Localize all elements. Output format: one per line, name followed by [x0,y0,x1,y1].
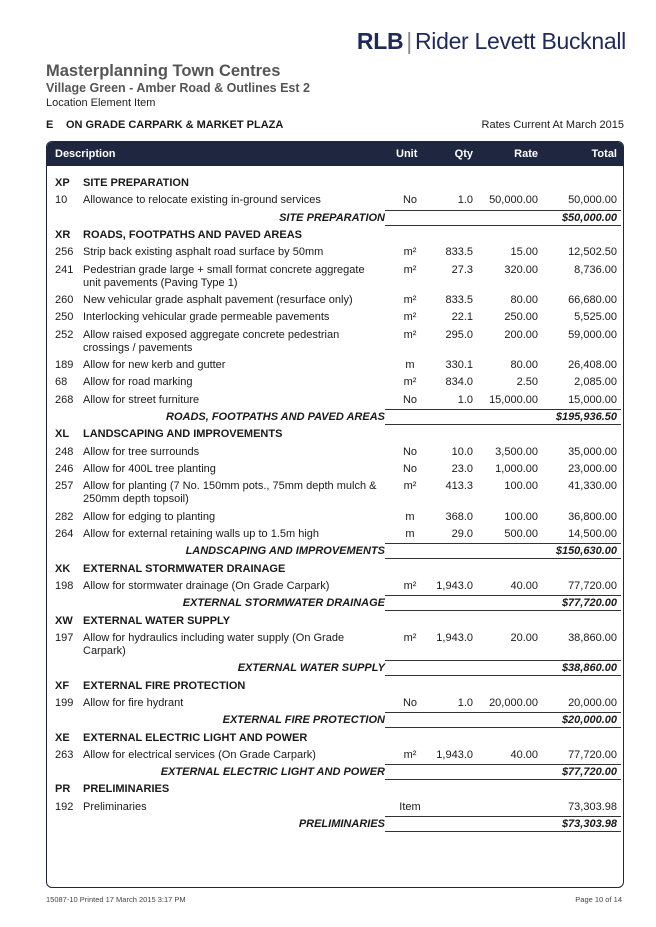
company-logo [357,28,626,55]
subtotal-rule [385,831,621,832]
group-code: XP [55,177,70,189]
item-rate: 500.00 [504,528,538,540]
subtotal-label: EXTERNAL STORMWATER DRAINAGE [182,597,385,610]
cost-table [46,141,624,888]
col-qty: Qty [454,148,473,160]
table-header [47,142,623,166]
item-description: Allow for 400L tree planting [83,462,216,475]
item-description: Allow for stormwater drainage (On Grade Carpark) [83,579,330,592]
item-unit: m² [403,631,417,644]
group-title: PRELIMINARIES [83,783,170,796]
item-unit: m² [403,311,417,324]
item-code: 260 [55,294,74,306]
item-total: 35,000.00 [568,445,617,458]
subtotal-value: $20,000.00 [561,714,617,727]
item-total: 66,680.00 [568,294,617,306]
item-rate: 100.00 [504,480,538,493]
section-code: E [46,119,54,131]
item-rate: 40.00 [510,748,538,761]
item-code: 68 [55,376,68,389]
item-description: Allow for road marking [83,376,193,389]
item-qty: 413.3 [445,480,473,493]
item-rate: 15.00 [510,246,538,259]
item-unit: No [402,696,418,709]
item-code: 256 [55,246,74,259]
item-code: 189 [55,359,74,372]
subtotal-rule [385,816,621,817]
group-code: XK [55,562,71,575]
item-description: Allow for electrical services (On Grade Carpark) [83,748,316,761]
group-code: PR [55,783,71,796]
item-code: 10 [55,194,68,207]
subtotal-value: $77,720.00 [561,766,617,779]
subtotal-label: EXTERNAL WATER SUPPLY [237,662,385,675]
item-code: 199 [55,696,74,709]
item-qty: 368.0 [445,510,473,523]
item-qty: 295.0 [445,328,473,341]
subtotal-label: EXTERNAL FIRE PROTECTION [222,714,385,727]
item-qty: 27.3 [451,263,473,276]
col-rate: Rate [514,148,538,160]
item-rate: 80.00 [510,294,538,306]
item-unit: m² [403,294,417,306]
subtotal-rule [385,660,621,661]
item-total: 8,736.00 [574,263,617,276]
item-description: New vehicular grade asphalt pavement (resurface only) [83,294,353,306]
item-unit: m² [403,748,417,761]
item-description: Allow for edging to planting [83,510,216,523]
group-code: XE [55,731,70,744]
item-rate: 20.00 [510,631,538,644]
group-title: EXTERNAL ELECTRIC LIGHT AND POWER [83,731,308,744]
subtotal-label: ROADS, FOOTPATHS AND PAVED AREAS [166,411,385,423]
item-rate: 20,000.00 [489,696,538,709]
item-description: Allow raised exposed aggregate concrete pedestrian crossings / pavements [83,328,340,354]
col-total: Total [591,148,617,160]
item-qty: 1,943.0 [436,631,473,644]
document-title: Masterplanning Town Centres [46,62,281,80]
item-description: Preliminaries [83,800,147,813]
item-rate: 2.50 [516,376,538,389]
item-qty: 833.5 [445,294,473,306]
item-qty: 1,943.0 [436,748,473,761]
item-description: Allow for external retaining walls up to 1.5m high [83,528,320,540]
item-qty: 330.1 [445,359,473,372]
item-total: 23,000.00 [568,462,617,475]
item-rate: 1,000.00 [495,462,538,475]
subtotal-label: SITE PREPARATION [279,211,385,224]
item-rate: 3,500.00 [495,445,538,458]
item-qty: 1.0 [457,194,473,207]
group-code: XW [55,614,73,627]
subtotal-value: $38,860.00 [561,662,617,675]
item-qty: 10.0 [451,445,473,458]
subtotal-value: $50,000.00 [561,211,617,224]
subtotal-rule [385,558,621,559]
item-total: 2,085.00 [574,376,617,389]
item-total: 41,330.00 [568,480,617,493]
item-description: Allow for planting (7 No. 150mm pots., 75mm depth mulch & 250mm depth topsoil) [83,480,377,506]
subtotal-rule [385,225,621,226]
footer-print-info: 15087-10 Printed 17 March 2015 3:17 PM [46,895,186,904]
item-rate: 320.00 [504,263,538,276]
item-unit: No [402,194,418,207]
item-unit: m [405,510,415,523]
subtotal-rule [385,727,621,728]
item-total: 26,408.00 [568,359,617,372]
item-rate: 250.00 [504,311,538,324]
item-total: 20,000.00 [568,696,617,709]
item-unit: No [402,462,418,475]
item-description: Allow for street furniture [83,393,200,406]
logo-divider: | [406,28,412,54]
item-total: 12,502.50 [568,246,617,259]
subtotal-rule [385,675,621,676]
item-qty: 1.0 [457,393,473,406]
item-total: 15,000.00 [568,393,617,406]
item-qty: 29.0 [451,528,473,540]
group-code: XR [55,228,71,241]
item-unit: m² [403,376,417,389]
item-unit: m² [403,480,417,493]
group-title: EXTERNAL FIRE PROTECTION [83,679,246,692]
section-title: ON GRADE CARPARK & MARKET PLAZA [66,119,284,131]
subtotal-rule [385,424,621,425]
item-code: 246 [55,462,74,475]
item-unit: No [402,445,418,458]
item-description: Allow for new kerb and gutter [83,359,226,372]
item-code: 268 [55,393,74,406]
subtotal-label: EXTERNAL ELECTRIC LIGHT AND POWER [160,766,385,779]
subtotal-rule [385,712,621,713]
item-description: Allow for tree surrounds [83,445,200,458]
item-qty: 22.1 [451,311,473,324]
group-code: XF [55,679,70,692]
subtotal-label: PRELIMINARIES [298,818,385,830]
subtotal-value: $77,720.00 [561,597,617,610]
item-code: 250 [55,311,74,324]
subtotal-rule [385,764,621,765]
item-total: 50,000.00 [568,194,617,207]
item-qty: 23.0 [451,462,473,475]
subtotal-value: $150,630.00 [555,545,617,558]
section-heading [46,119,283,131]
subtotal-rule [385,210,621,211]
item-unit: m² [403,263,417,276]
item-rate: 100.00 [504,510,538,523]
item-unit: m [405,528,415,540]
item-rate: 15,000.00 [489,393,538,406]
item-code: 198 [55,579,74,592]
group-title: EXTERNAL WATER SUPPLY [83,614,231,627]
item-total: 73,303.98 [568,800,617,813]
item-unit: No [402,393,418,406]
logo-company-name: Rider Levett Bucknall [414,28,626,54]
subtotal-rule [385,595,621,596]
item-rate: 80.00 [510,359,538,372]
item-description: Pedestrian grade large + small format concrete aggregate unit pavements (Paving Type 1) [83,263,365,289]
item-qty: 1,943.0 [436,579,473,592]
item-code: 197 [55,631,74,644]
group-title: SITE PREPARATION [83,177,189,189]
col-description: Description [55,148,116,160]
item-total: 77,720.00 [568,748,617,761]
item-unit: m² [403,579,417,592]
item-qty: 1.0 [457,696,473,709]
item-description: Allow for hydraulics including water supply (On Grade Carpark) [83,631,345,657]
item-description: Allowance to relocate existing in-ground services [83,194,321,207]
subtotal-rule [385,610,621,611]
item-code: 252 [55,328,74,341]
item-unit: m² [403,328,417,341]
group-code: XL [55,428,70,441]
item-description: Allow for fire hydrant [83,696,184,709]
item-total: 5,525.00 [574,311,617,324]
item-code: 282 [55,510,74,523]
item-total: 14,500.00 [568,528,617,540]
item-code: 248 [55,445,74,458]
item-total: 36,800.00 [568,510,617,523]
item-total: 38,860.00 [568,631,617,644]
item-code: 263 [55,748,74,761]
group-title: EXTERNAL STORMWATER DRAINAGE [83,562,286,575]
group-title: ROADS, FOOTPATHS AND PAVED AREAS [83,228,302,241]
item-description: Interlocking vehicular grade permeable pavements [83,311,330,324]
item-rate: 200.00 [504,328,538,341]
subtotal-rule [385,543,621,544]
col-unit: Unit [396,148,418,160]
item-rate: 50,000.00 [489,194,538,207]
logo-rlb: RLB [356,28,404,54]
item-qty: 834.0 [445,376,473,389]
item-unit: m [405,359,415,372]
subtotal-rule [385,409,621,410]
footer-page-number: Page 10 of 14 [575,895,622,904]
subtotal-value: $73,303.98 [561,818,617,830]
subtotal-rule [385,779,621,780]
item-qty: 833.5 [445,246,473,259]
item-code: 192 [55,800,74,813]
item-code: 241 [55,263,74,276]
subtotal-label: LANDSCAPING AND IMPROVEMENTS [185,545,385,558]
group-title: LANDSCAPING AND IMPROVEMENTS [83,428,283,441]
item-rate: 40.00 [510,579,538,592]
location-heading: Location Element Item [46,97,156,109]
item-total: 59,000.00 [568,328,617,341]
item-code: 257 [55,480,74,493]
item-code: 264 [55,528,74,540]
item-unit: Item [399,800,421,813]
item-description: Strip back existing asphalt road surface by 50mm [83,246,324,259]
item-total: 77,720.00 [568,579,617,592]
subtotal-value: $195,936.50 [555,411,617,423]
document-subtitle: Village Green - Amber Road & Outlines Est 2 [46,81,310,95]
item-unit: m² [403,246,417,259]
rates-note: Rates Current At March 2015 [481,119,624,131]
